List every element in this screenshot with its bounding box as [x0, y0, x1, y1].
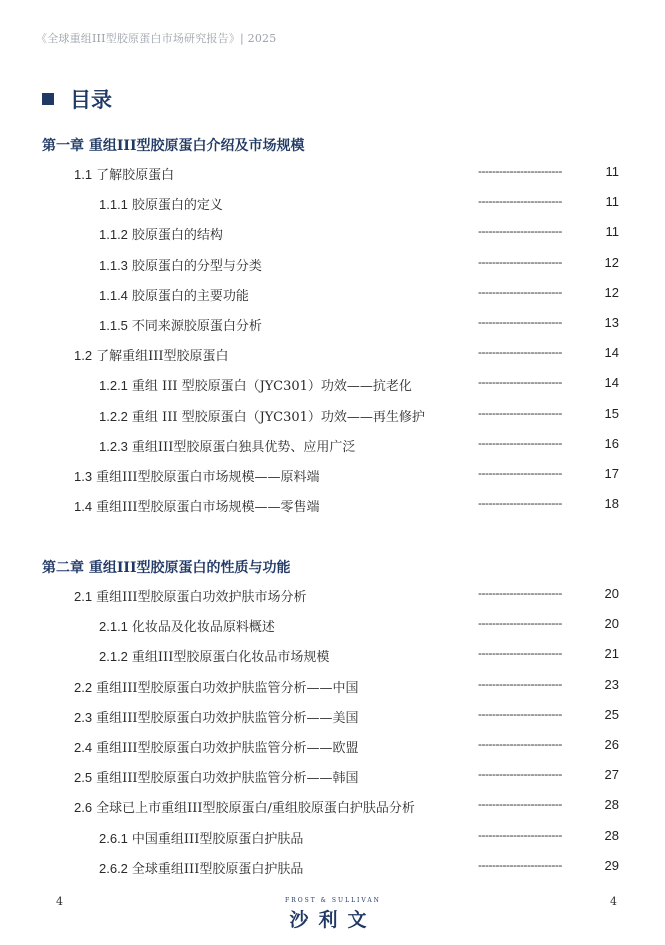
toc-entry-label [74, 767, 358, 786]
toc-entry-number: 2.1.1 [99, 619, 128, 635]
logo-english-text: FROST & SULLIVAN [285, 897, 381, 904]
toc-entry-text: 重组 III 型胶原蛋白（JYC301）功效——再生修护 [131, 409, 425, 425]
toc-entry[interactable] [0, 828, 665, 850]
toc-leader-dashes: ------------------------ [478, 767, 562, 782]
toc-entry-number: 2.1 [74, 589, 93, 604]
toc-entry-number: 2.6.2 [99, 860, 128, 876]
toc-leader-dashes: ------------------------ [478, 706, 562, 721]
toc-page-number: 17 [604, 466, 619, 481]
toc-entry-number: 2.3 [74, 709, 93, 725]
toc-heading [42, 84, 112, 114]
toc-entry-label [99, 285, 249, 304]
toc-leader-dashes: ------------------------ [478, 466, 562, 480]
toc-entry[interactable] [0, 375, 665, 397]
toc-leader-dashes: ------------------------ [478, 496, 562, 511]
square-bullet-icon [42, 93, 54, 105]
toc-entry-text: 重组 III 型胶原蛋白（JYC301）功效——抗老化 [131, 379, 412, 395]
toc-entry[interactable] [0, 164, 665, 186]
toc-leader-dashes: ------------------------ [478, 284, 562, 299]
toc-leader-dashes: ------------------------ [478, 164, 562, 178]
toc-leader-dashes: ------------------------ [478, 375, 562, 390]
toc-page-number: 28 [604, 827, 619, 843]
toc-page-number: 12 [604, 254, 619, 270]
toc-entry-text: 胶原蛋白的定义 [131, 198, 223, 214]
toc-entry-text: 了解胶原蛋白 [96, 168, 175, 183]
toc-entry-label [99, 224, 223, 243]
toc-page-number: 20 [604, 586, 619, 601]
toc-entry-text: 重组III型胶原蛋白市场规模——原料端 [96, 470, 320, 485]
logo-chinese-text: 沙利文 [289, 909, 377, 931]
toc-entry-text: 全球重组III型胶原蛋白护肤品 [131, 861, 304, 877]
toc-entry-label [99, 858, 303, 877]
report-header: 《全球重组III型胶原蛋白市场研究报告》| 2025 [36, 32, 277, 45]
toc-entry-text: 重组III型胶原蛋白独具优势、应用广泛 [131, 439, 356, 455]
toc-entry-text: 胶原蛋白的分型与分类 [131, 258, 262, 274]
page-number-left: 4 [56, 895, 63, 908]
toc-entry[interactable] [0, 616, 665, 638]
toc-entry-number: 1.1.2 [99, 227, 128, 243]
toc-leader-dashes: ------------------------ [478, 857, 562, 872]
toc-entry-label [74, 164, 174, 183]
toc-entry-label [74, 707, 358, 726]
toc-leader-dashes: ------------------------ [478, 315, 562, 329]
toc-entry-label [74, 345, 228, 364]
toc-leader-dashes: ------------------------ [478, 737, 562, 751]
toc-entry-number: 2.6 [74, 800, 93, 816]
toc-entry-text: 了解重组III型胶原蛋白 [96, 349, 229, 365]
toc-leader-dashes: ------------------------ [478, 827, 562, 842]
toc-entry-number: 1.2.2 [99, 408, 128, 424]
toc-entry-label [99, 375, 412, 394]
toc-entry-text: 重组III型胶原蛋白市场规模——零售端 [96, 500, 320, 516]
toc-page-number: 18 [604, 496, 619, 512]
toc-leader-dashes: ------------------------ [478, 646, 562, 661]
toc-entry-label [99, 828, 303, 847]
toc-entry-label [99, 255, 262, 274]
toc-entry-label [99, 436, 355, 455]
toc-heading-text: 目录 [70, 87, 112, 112]
toc-entry-text: 胶原蛋白的结构 [131, 228, 223, 244]
toc-entry-label [74, 677, 358, 696]
toc-entry-text: 重组III型胶原蛋白功效护肤监管分析——中国 [96, 680, 359, 696]
toc-entry-text: 重组III型胶原蛋白功效护肤监管分析——韩国 [96, 771, 359, 787]
toc-entry[interactable] [0, 315, 665, 337]
toc-page-number: 14 [604, 375, 619, 391]
toc-entry[interactable] [0, 466, 665, 488]
toc-entry[interactable] [0, 586, 665, 608]
chapter-title[interactable]: 第二章 重组III型胶原蛋白的性质与功能 [42, 560, 291, 576]
toc-entry[interactable] [0, 707, 665, 729]
toc-entry[interactable] [0, 285, 665, 307]
toc-leader-dashes: ------------------------ [478, 435, 562, 450]
toc-page-number: 14 [604, 345, 619, 361]
toc-entry-label [74, 737, 358, 756]
toc-leader-dashes: ------------------------ [478, 254, 562, 269]
toc-entry-text: 重组III型胶原蛋白化妆品市场规模 [131, 650, 330, 666]
toc-entry-label [99, 406, 425, 425]
toc-entry-text: 重组III型胶原蛋白功效护肤监管分析——美国 [96, 710, 359, 726]
toc-entry-number: 1.1.1 [99, 197, 128, 213]
toc-page-number: 26 [604, 737, 619, 752]
toc-entry[interactable] [0, 797, 665, 819]
toc-entry-text: 重组III型胶原蛋白功效护肤监管分析——欧盟 [96, 741, 359, 756]
toc-page-number: 13 [604, 315, 619, 330]
toc-page-number: 21 [604, 646, 619, 662]
toc-entry-text: 中国重组III型胶原蛋白护肤品 [131, 831, 304, 847]
toc-page-number: 28 [604, 797, 619, 813]
toc-page-number: 27 [604, 767, 619, 783]
toc-entry-label [74, 797, 415, 816]
toc-entry-number: 2.1.2 [99, 649, 128, 665]
toc-entry-number: 1.2.1 [99, 378, 128, 394]
toc-entry-label [99, 616, 275, 635]
toc-page-number: 29 [604, 857, 619, 873]
toc-entry-number: 1.3 [74, 469, 93, 484]
toc-entry-number: 2.5 [74, 770, 93, 786]
toc-page-number: 25 [604, 706, 619, 722]
toc-entry-label [74, 496, 319, 515]
toc-leader-dashes: ------------------------ [478, 616, 562, 631]
toc-entry-number: 1.1.3 [99, 257, 128, 273]
frost-sullivan-logo [268, 897, 398, 932]
toc-leader-dashes: ------------------------ [478, 586, 562, 600]
toc-entry-label [74, 466, 319, 485]
page-number-right: 4 [610, 895, 617, 908]
toc-entry-label [74, 586, 306, 605]
toc-entry-number: 1.2 [74, 348, 93, 364]
toc-entry-number: 1.4 [74, 499, 93, 515]
toc-entry-label [99, 194, 223, 213]
toc-leader-dashes: ------------------------ [478, 676, 562, 691]
chapter-title[interactable]: 第一章 重组III型胶原蛋白介绍及市场规模 [42, 138, 305, 154]
toc-page-number: 20 [604, 616, 619, 632]
toc-entry[interactable] [0, 436, 665, 458]
toc-page-number: 12 [604, 284, 619, 300]
toc-leader-dashes: ------------------------ [478, 345, 562, 360]
toc-page-number: 23 [604, 676, 619, 692]
toc-entry-number: 1.1.5 [99, 318, 128, 333]
toc-page-number: 11 [605, 224, 619, 240]
toc-leader-dashes: ------------------------ [478, 405, 562, 420]
toc-entry[interactable] [0, 255, 665, 277]
toc-page-number: 11 [605, 194, 619, 210]
toc-entry[interactable] [0, 767, 665, 789]
toc-entry-text: 不同来源胶原蛋白分析 [131, 319, 262, 334]
toc-leader-dashes: ------------------------ [478, 194, 562, 209]
toc-entry-text: 胶原蛋白的主要功能 [131, 288, 249, 304]
toc-entry-number: 2.6.1 [99, 830, 128, 846]
toc-entry-number: 1.1 [74, 167, 93, 182]
toc-entry-text: 重组III型胶原蛋白功效护肤市场分析 [96, 590, 307, 605]
toc-entry-text: 全球已上市重组III型胶原蛋白/重组胶原蛋白护肤品分析 [96, 801, 415, 817]
toc-leader-dashes: ------------------------ [478, 797, 562, 812]
toc-page-number: 11 [605, 164, 619, 179]
toc-entry-number: 1.2.3 [99, 438, 128, 454]
toc-page-number: 16 [604, 435, 619, 451]
toc-entry[interactable] [0, 224, 665, 246]
toc-leader-dashes: ------------------------ [478, 224, 562, 239]
toc-entry[interactable] [0, 646, 665, 668]
toc-entry[interactable] [0, 858, 665, 880]
toc-entry[interactable] [0, 406, 665, 428]
toc-entry[interactable] [0, 194, 665, 216]
toc-entry-label [99, 646, 329, 665]
toc-entry[interactable] [0, 496, 665, 518]
toc-entry[interactable] [0, 677, 665, 699]
toc-entry[interactable] [0, 345, 665, 367]
toc-entry[interactable] [0, 737, 665, 759]
toc-page-number: 15 [604, 405, 619, 421]
toc-entry-text: 化妆品及化妆品原料概述 [131, 620, 275, 636]
toc-entry-label [99, 315, 262, 334]
toc-entry-number: 2.4 [74, 740, 93, 755]
toc-entry-number: 1.1.4 [99, 287, 128, 303]
toc-entry-number: 2.2 [74, 679, 93, 695]
